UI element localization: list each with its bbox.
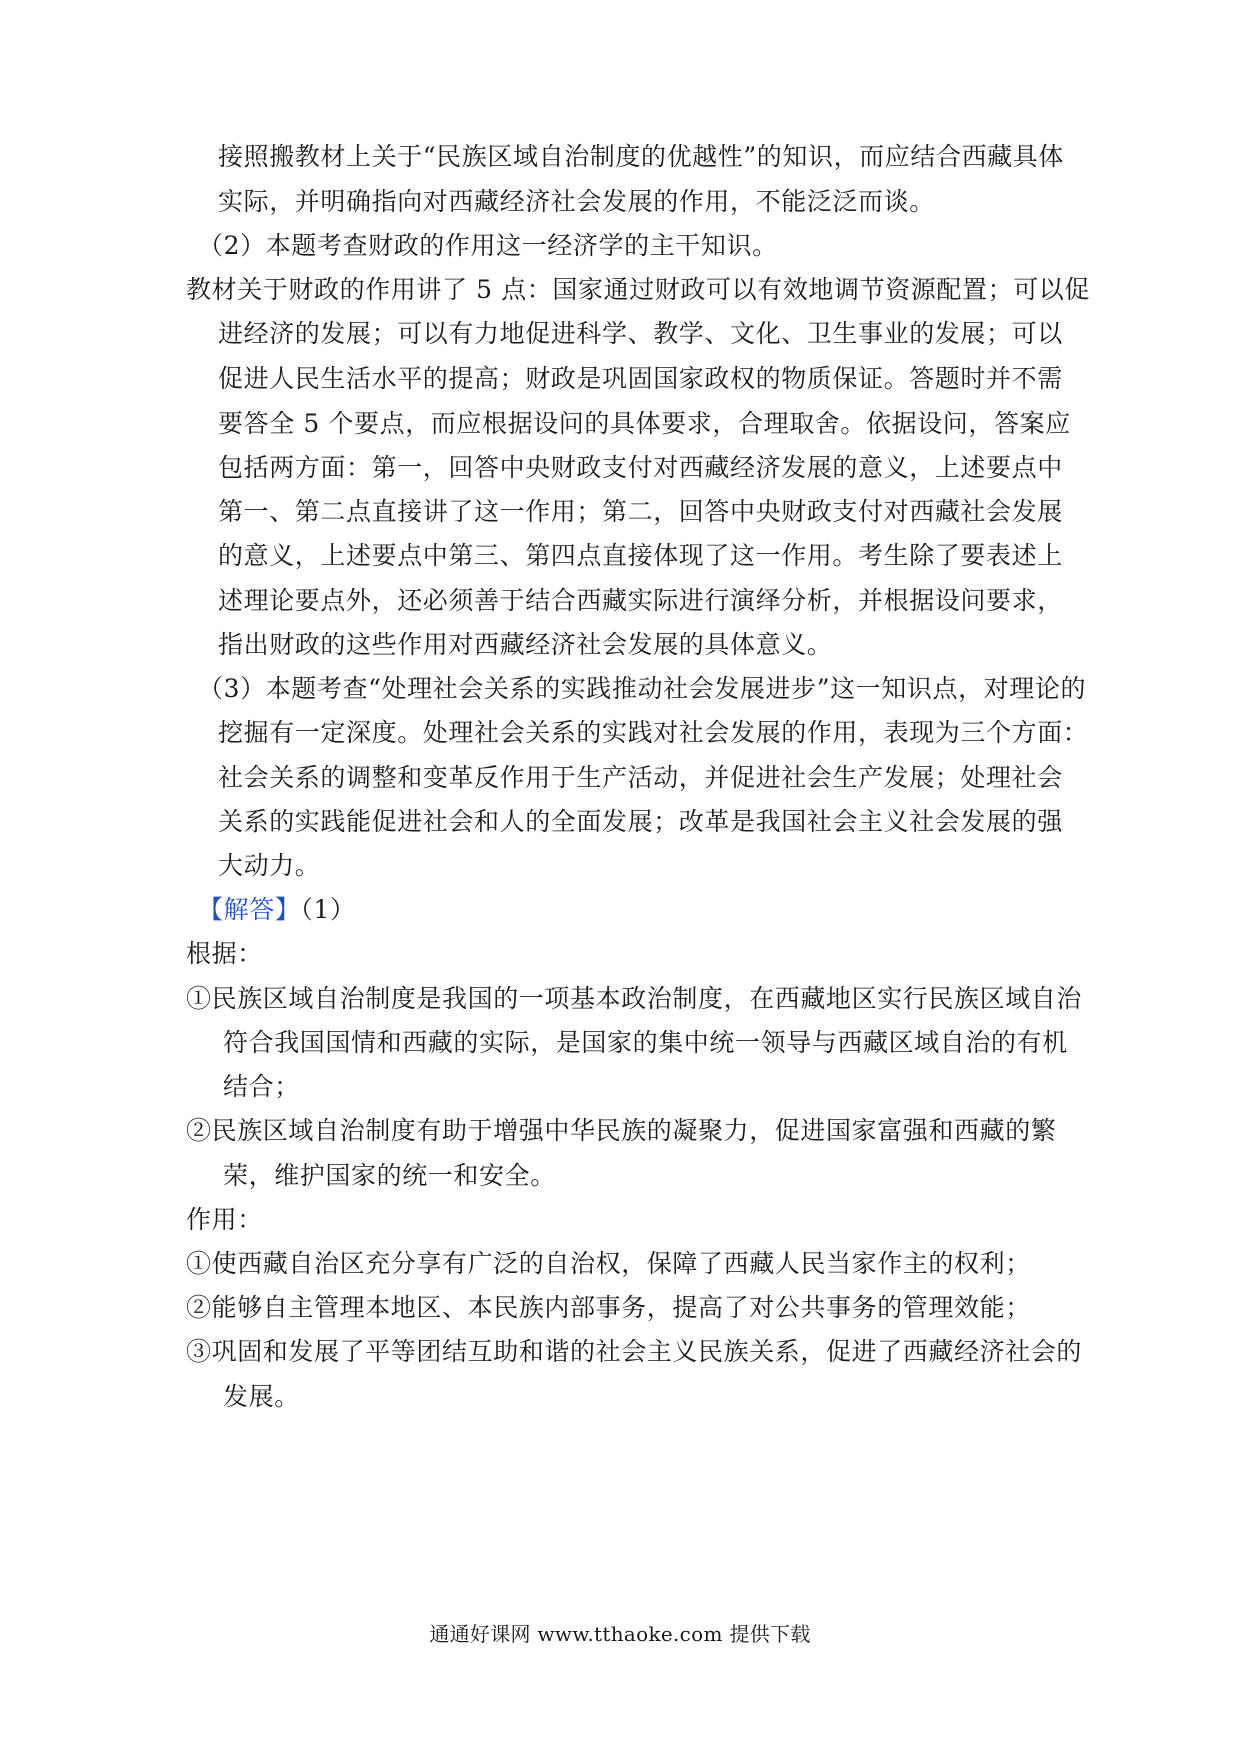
text-line: 第一、第二点直接讲了这一作用；第二，回答中央财政支付对西藏社会发展 [218,497,1063,526]
text-line: 促进人民生活水平的提高；财政是巩固国家政权的物质保证。答题时并不需 [218,364,1063,393]
text-line: 荣，维护国家的统一和安全。 [223,1161,556,1190]
answer-number: （1） [300,895,356,924]
text-line: ①民族区域自治制度是我国的一项基本政治制度，在西藏地区实行民族区域自治 [186,984,1083,1013]
text-line: 包括两方面：第一，回答中央财政支付对西藏经济发展的意义，上述要点中 [218,453,1063,482]
text-line: ②民族区域自治制度有助于增强中华民族的凝聚力，促进国家富强和西藏的繁 [186,1116,1057,1145]
text-line: （3）本题考查“处理社会关系的实践推动社会发展进步”这一知识点，对理论的 [198,674,1087,703]
text-line: ③巩固和发展了平等团结互助和谐的社会主义民族关系，促进了西藏经济社会的 [186,1337,1083,1366]
text-line: 社会关系的调整和变革反作用于生产活动，并促进社会生产发展；处理社会 [218,763,1063,792]
answer-heading [198,894,356,926]
text-line: 述理论要点外，还必须善于结合西藏实际进行演绎分析，并根据设问要求， [218,586,1063,615]
text-line: 符合我国国情和西藏的实际，是国家的集中统一领导与西藏区域自治的有机 [223,1028,1068,1057]
text-line: 挖掘有一定深度。处理社会关系的实践对社会发展的作用，表现为三个方面： [218,718,1089,747]
text-line: 进经济的发展；可以有力地促进科学、教学、文化、卫生事业的发展；可以 [218,319,1063,348]
page-footer: 通通好课网 www.tthaoke.com 提供下载 [429,1622,811,1646]
text-line: 接照搬教材上关于“民族区域自治制度的优越性”的知识，而应结合西藏具体 [218,142,1064,171]
basis-label: 根据： [186,939,263,968]
text-line: ②能够自主管理本地区、本民族内部事务，提高了对公共事务的管理效能； [186,1293,1031,1322]
text-line: 实际，并明确指向对西藏经济社会发展的作用，不能泛泛而谈。 [218,187,935,216]
effect-label: 作用： [186,1205,263,1234]
text-line: 要答全 5 个要点，而应根据设问的具体要求，合理取舍。依据设问，答案应 [218,409,1071,438]
text-line: 教材关于财政的作用讲了 5 点：国家通过财政可以有效地调节资源配置；可以促 [186,275,1091,304]
answer-tag: 【解答】 [198,895,301,924]
text-line: 的意义，上述要点中第三、第四点直接体现了这一作用。考生除了要表述上 [218,541,1063,570]
text-line: 结合； [223,1072,300,1101]
text-line: 关系的实践能促进社会和人的全面发展；改革是我国社会主义社会发展的强 [218,807,1063,836]
text-line: 大动力。 [218,851,321,880]
section-heading-2: （2）本题考查财政的作用这一经济学的主干知识。 [198,231,778,260]
text-line: 指出财政的这些作用对西藏经济社会发展的具体意义。 [218,630,833,659]
text-line: ①使西藏自治区充分享有广泛的自治权，保障了西藏人民当家作主的权利； [186,1249,1031,1278]
text-line: 发展。 [223,1382,300,1411]
